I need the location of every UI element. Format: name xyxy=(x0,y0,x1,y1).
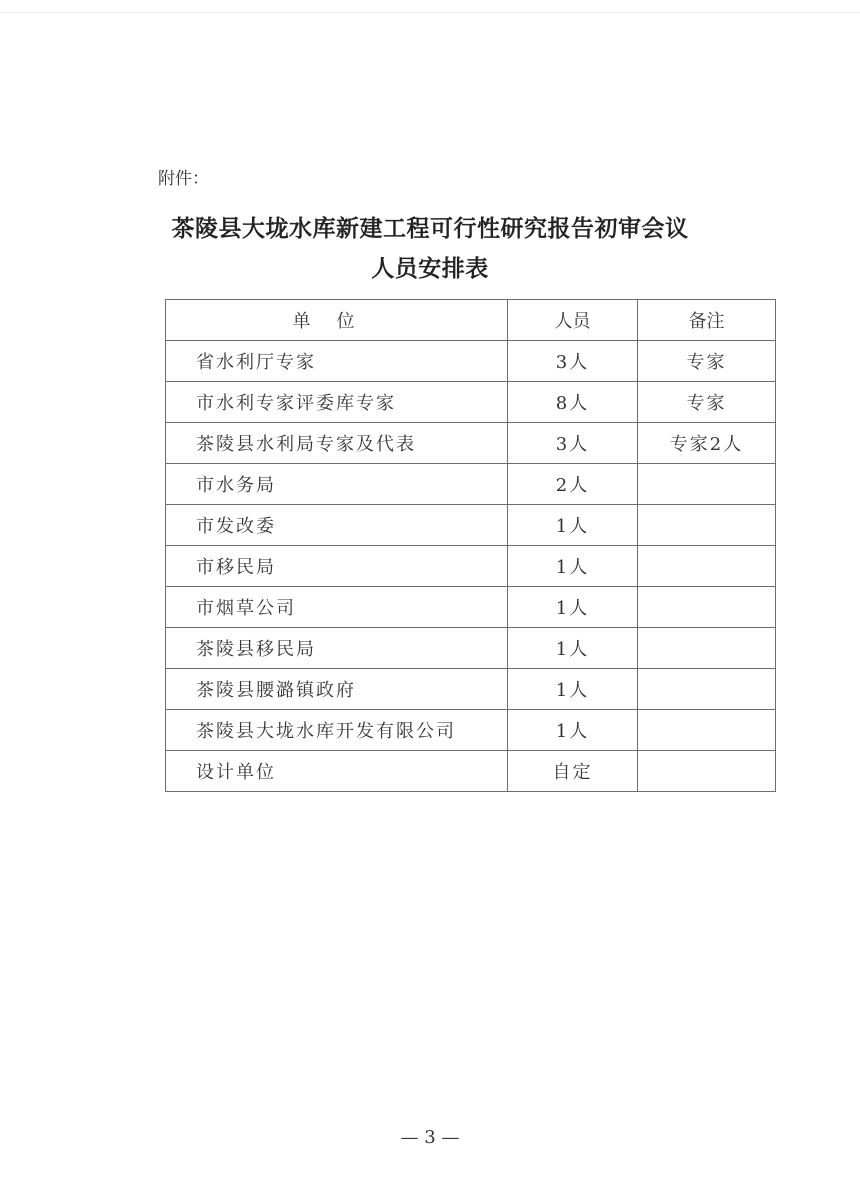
note-cell: 专家2人 xyxy=(638,423,776,464)
document-title: 茶陵县大垅水库新建工程可行性研究报告初审会议 xyxy=(171,215,689,242)
unit-cell: 茶陵县水利局专家及代表 xyxy=(166,423,508,464)
unit-cell: 设计单位 xyxy=(166,751,508,792)
unit-cell: 市水务局 xyxy=(166,464,508,505)
note-cell xyxy=(638,710,776,751)
note-cell xyxy=(638,505,776,546)
note-cell xyxy=(638,669,776,710)
table-row xyxy=(166,341,776,382)
document-subtitle: 人员安排表 xyxy=(371,255,489,282)
count-cell: 1人 xyxy=(508,710,638,751)
count-cell: 1人 xyxy=(508,546,638,587)
table-body xyxy=(166,341,776,792)
table-header-row xyxy=(166,300,776,341)
note-cell xyxy=(638,751,776,792)
page-top-edge xyxy=(0,12,860,13)
count-cell: 8人 xyxy=(508,382,638,423)
unit-cell: 茶陵县腰潞镇政府 xyxy=(166,669,508,710)
header-count: 人员 xyxy=(508,300,638,341)
table-row xyxy=(166,710,776,751)
table-row xyxy=(166,505,776,546)
staff-arrangement-table xyxy=(165,299,776,792)
table-row xyxy=(166,751,776,792)
attachment-label: 附件： xyxy=(158,169,209,189)
table-row xyxy=(166,669,776,710)
note-cell xyxy=(638,587,776,628)
unit-cell: 市移民局 xyxy=(166,546,508,587)
table-row xyxy=(166,382,776,423)
note-cell xyxy=(638,464,776,505)
note-cell xyxy=(638,628,776,669)
table-row xyxy=(166,546,776,587)
unit-cell: 市水利专家评委库专家 xyxy=(166,382,508,423)
count-cell: 自定 xyxy=(508,751,638,792)
unit-cell: 市发改委 xyxy=(166,505,508,546)
table-row xyxy=(166,587,776,628)
note-cell: 专家 xyxy=(638,382,776,423)
table-row xyxy=(166,423,776,464)
unit-cell: 市烟草公司 xyxy=(166,587,508,628)
table-row xyxy=(166,628,776,669)
unit-cell: 茶陵县移民局 xyxy=(166,628,508,669)
count-cell: 3人 xyxy=(508,423,638,464)
table-row xyxy=(166,464,776,505)
count-cell: 1人 xyxy=(508,505,638,546)
header-note: 备注 xyxy=(638,300,776,341)
note-cell xyxy=(638,546,776,587)
count-cell: 3人 xyxy=(508,341,638,382)
count-cell: 2人 xyxy=(508,464,638,505)
count-cell: 1人 xyxy=(508,628,638,669)
count-cell: 1人 xyxy=(508,587,638,628)
note-cell: 专家 xyxy=(638,341,776,382)
count-cell: 1人 xyxy=(508,669,638,710)
header-unit: 单位 xyxy=(166,300,508,341)
page-number: — 3 — xyxy=(400,1127,460,1148)
unit-cell: 茶陵县大垅水库开发有限公司 xyxy=(166,710,508,751)
unit-cell: 省水利厅专家 xyxy=(166,341,508,382)
